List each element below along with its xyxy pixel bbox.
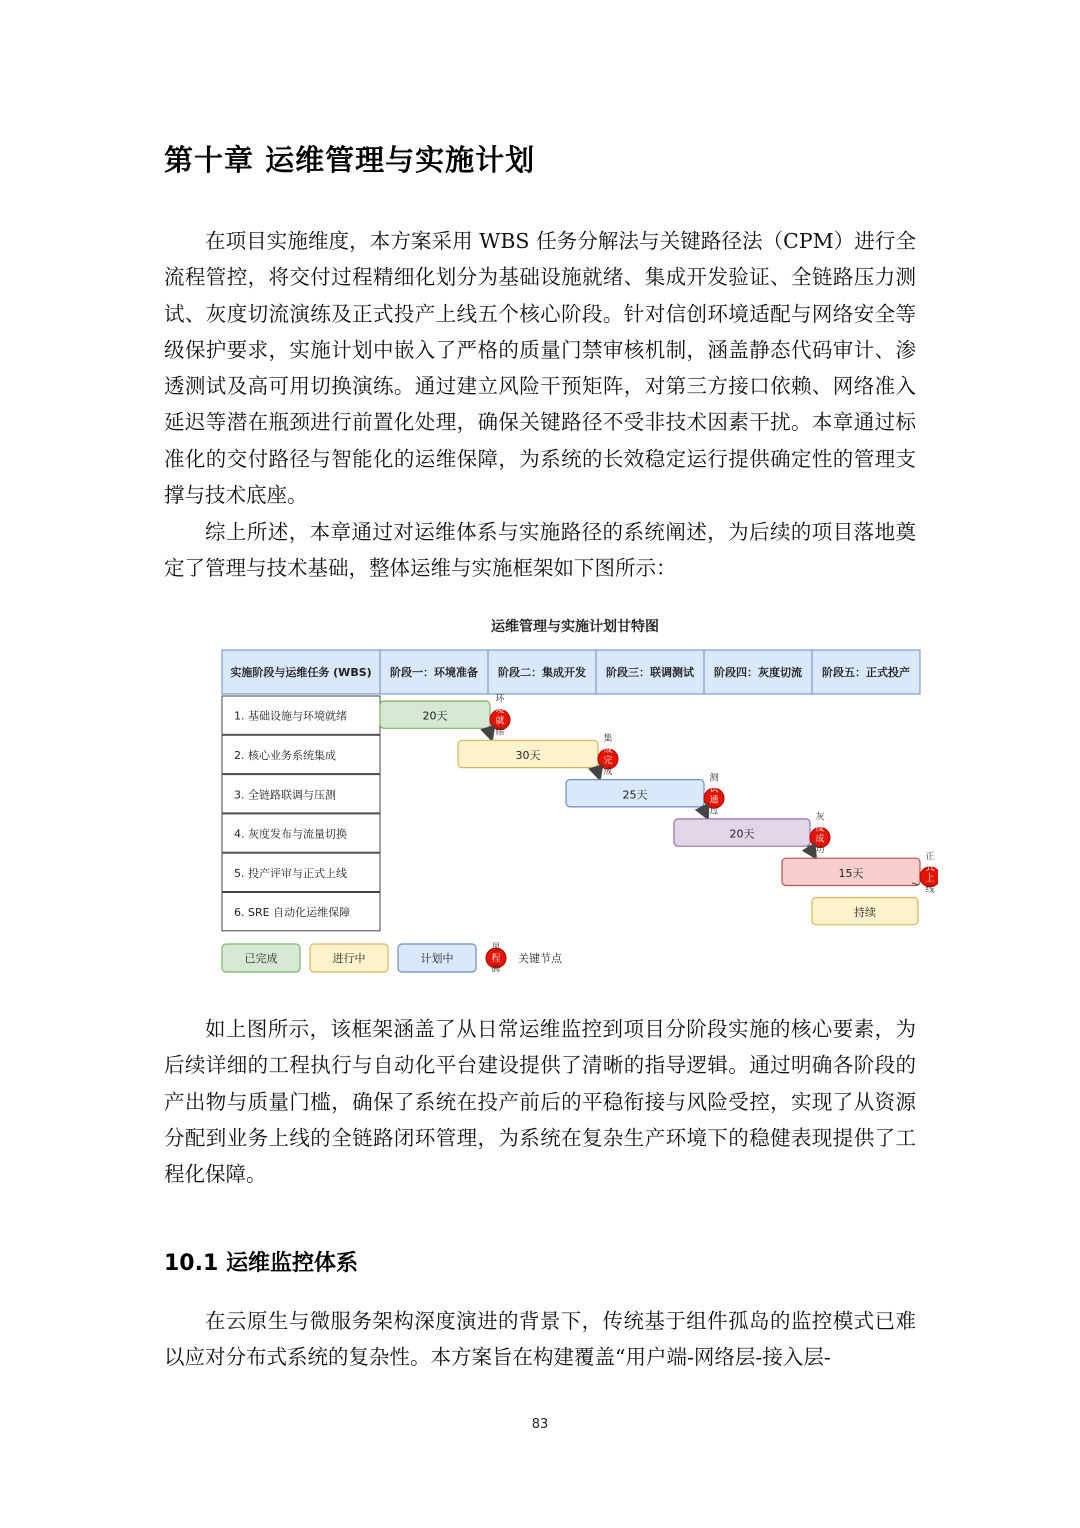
header-phase-label-2: 阶段二：集成开发: [498, 666, 586, 679]
milestone-char: 灰: [815, 812, 825, 823]
chapter-title: 第十章 运维管理与实施计划: [164, 143, 536, 177]
milestone-char: 度: [815, 823, 825, 834]
gantt-chart: [218, 646, 938, 986]
section-title: 10.1 运维监控体系: [164, 1251, 358, 1276]
header-phase-label-4: 阶段四：灰度切流: [714, 666, 802, 679]
milestone-char: 就: [495, 716, 505, 727]
milestone-char: 境: [495, 705, 505, 716]
legend-label: 已完成: [244, 952, 278, 965]
milestone-char: 环: [495, 694, 505, 705]
header-phase-label-5: 阶段五：正式投产: [822, 666, 910, 679]
legend-label: 计划中: [420, 952, 454, 965]
task-bar-label: 20天: [422, 709, 448, 723]
milestone-char: 过: [709, 806, 719, 817]
legend-milestone-char: 程: [491, 954, 501, 964]
header-phase-label-3: 阶段三：联调测试: [606, 666, 694, 679]
milestone-char: 通: [709, 795, 719, 806]
milestone-char: 测: [709, 773, 719, 784]
milestone-char: 成: [603, 744, 613, 755]
task-label: 1. 基础设施与环境就绪: [234, 709, 347, 723]
intro-paragraph: 在项目实施维度，本方案采用 WBS 任务分解法与关键路径法（CPM）进行全流程管控，将交付过程精细化划分为基础设施就绪、集成开发验证、全链路压力测试、灰度切流演练及正式投产上线五个核心阶段。针对信创环境适配与网络安全等级保护要求，实施计划中嵌入了严格的质量门禁审核机制，涵盖静态代码审计、渗透测试及高可用切换演练。通过建立风险干预矩阵，对第三方接口依赖、网络准入延迟等潜在瓶颈进行前置化处理，确保关键路径不受非技术因素干扰。本章通过标准化的交付路径与智能化的运维保障，为系统的长效稳定运行提供确定性的管理支撑与技术底座。: [164, 229, 916, 508]
dependency-arrow: [702, 806, 708, 819]
page-number: 83: [531, 1417, 549, 1432]
task-bar-label: 30天: [515, 748, 541, 762]
legend-milestone-char: 里: [491, 943, 501, 953]
gantt-title: 运维管理与实施计划甘特图: [491, 619, 659, 635]
milestone-char: 成: [603, 766, 613, 777]
header-phase-label-1: 阶段一：环境准备: [390, 666, 478, 679]
task-bar-label: 20天: [729, 827, 755, 841]
milestone-char: 试: [709, 784, 719, 795]
dependency-arrow: [596, 767, 600, 780]
milestone-char: 线: [925, 884, 935, 895]
task-bar-label: 持续: [854, 906, 876, 920]
milestone-char: 正: [925, 851, 935, 862]
legend-milestone-char: 碑: [491, 965, 501, 975]
task-label: 5. 投产评审与正式上线: [234, 866, 347, 880]
section-intro-paragraph: 在云原生与微服务架构深度演进的背景下，传统基于组件孤岛的监控模式已难以应对分布式系统的复杂性。本方案旨在构建覆盖“用户端-网络层-接入层-: [164, 1309, 916, 1370]
legend-milestone-label: 关键节点: [518, 952, 562, 965]
task-bar-label: 25天: [622, 788, 648, 802]
milestone-char: 绪: [495, 727, 505, 738]
header-wbs-label: 实施阶段与运维任务 (WBS): [230, 666, 372, 679]
task-bar-label: 15天: [838, 866, 864, 880]
milestone-char: 功: [815, 845, 825, 856]
milestone-char: 集: [603, 733, 613, 744]
task-label: 3. 全链路联调与压测: [234, 788, 336, 802]
task-label: 4. 灰度发布与流量切换: [234, 827, 347, 841]
milestone-char: 式: [925, 862, 935, 873]
milestone-char: 上: [925, 873, 935, 884]
task-label: 2. 核心业务系统集成: [234, 748, 336, 762]
task-label: 6. SRE 自动化运维保障: [234, 906, 351, 920]
milestone-char: 成: [815, 834, 825, 845]
milestone-char: 完: [603, 755, 613, 766]
legend-label: 进行中: [332, 952, 366, 965]
dependency-arrow: [488, 728, 492, 741]
summary-paragraph: 综上所述，本章通过对运维体系与实施路径的系统阐述，为后续的项目落地奠定了管理与技术基础，整体运维与实施框架如下图所示：: [164, 520, 916, 581]
after-figure-paragraph: 如上图所示，该框架涵盖了从日常运维监控到项目分阶段实施的核心要素，为后续详细的工程执行与自动化平台建设提供了清晰的指导逻辑。通过明确各阶段的产出物与质量门槛，确保了系统在投产前后的平稳衔接与风险受控，实现了从资源分配到业务上线的全链路闭环管理，为系统在复杂生产环境下的稳健表现提供了工程化保障。: [164, 1017, 916, 1187]
